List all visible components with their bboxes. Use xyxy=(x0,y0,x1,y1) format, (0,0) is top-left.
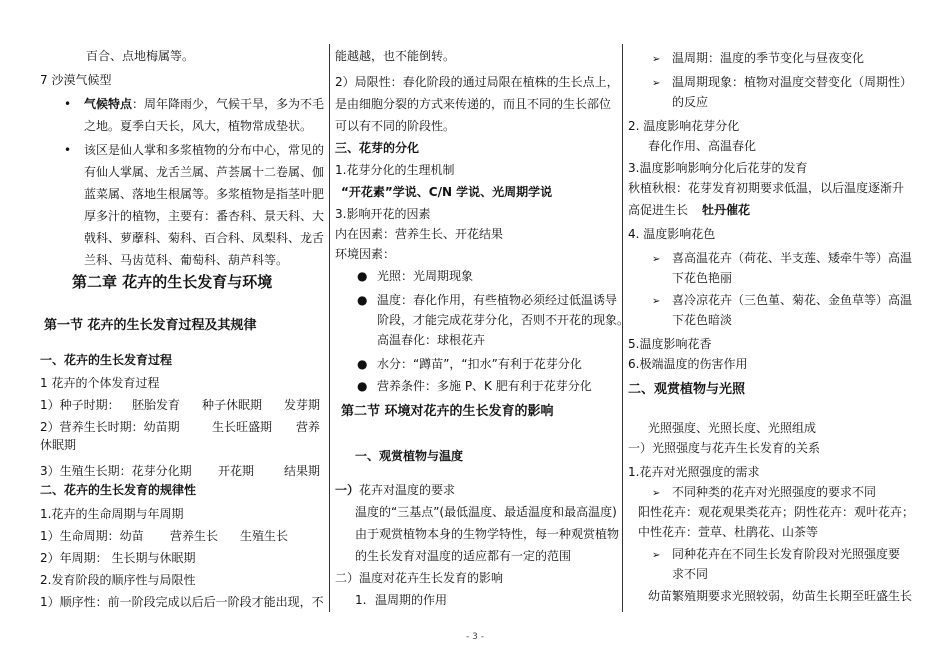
text-span: 发芽期 xyxy=(284,398,321,412)
text-line: 3.温度影响影响分化后花芽的发育 xyxy=(628,161,808,175)
text-line: 2. 温度影响花芽分化 xyxy=(628,119,740,133)
arrow-bullet-icon: ➢ xyxy=(652,78,661,89)
text-line xyxy=(628,200,913,220)
text-line: 环境因素： xyxy=(335,247,396,261)
text-line: “开花素”学说、C/N 学说、光周期学说 xyxy=(341,185,553,199)
disc-bullet-icon: ● xyxy=(357,357,368,371)
text-line: 1 花卉的个体发育过程 xyxy=(40,376,160,390)
text-span: 生殖生长 xyxy=(240,529,289,543)
arrow-bullet-icon: ➢ xyxy=(652,550,661,561)
text-span: 花卉对温度的要求 xyxy=(359,483,456,497)
text-span: 1）种子时期： xyxy=(40,398,120,412)
text-line: 由于观赏植物本身的生物学特性，每一种观赏植物 xyxy=(355,527,620,541)
text-line: 兰科、马齿苋科、葡萄科、葫芦科等。 xyxy=(84,253,289,267)
heading: 二、观赏植物与光照 xyxy=(628,382,746,397)
text-line: 温度：春化作用，有些植物必须经过低温诱导 xyxy=(377,293,618,307)
text-line: 该区是仙人掌和多浆植物的分布中心，常见的 xyxy=(84,143,325,157)
text-line: 营养条件：多施 P、K 肥有利于花芽分化 xyxy=(377,379,592,393)
text-span: 胚胎发育 xyxy=(132,398,181,412)
disc-bullet-icon: ● xyxy=(357,379,368,393)
column-divider-1 xyxy=(329,44,330,612)
text-line xyxy=(40,526,324,546)
text-line: 可以有不同的阶段性。 xyxy=(335,119,456,133)
text-span: 营养 xyxy=(296,420,321,434)
section-title: 第二节 环境对花卉的生长发育的影响 xyxy=(341,404,554,419)
text-line: 光照：光周期现象 xyxy=(377,269,474,283)
text-span: 3）生殖生长期：花芽分化期 xyxy=(40,464,192,478)
text-line: 3.影响开花的因素 xyxy=(335,207,431,221)
text-line: 戟科、萝藦科、菊科、百合科、凤梨科、龙舌 xyxy=(84,231,325,245)
text-line: 温周期现象：植物对温度交替变化（周期性） xyxy=(672,75,913,89)
text-span: 高促进生长 xyxy=(628,203,689,217)
text-line: 百合、点地梅属等。 xyxy=(86,49,195,63)
text-line: 2）局限性：春化阶段的通过局限在植株的生长点上， xyxy=(335,75,619,89)
disc-bullet-icon: ● xyxy=(357,293,368,307)
text-span: 开花期 xyxy=(218,464,255,478)
text-span: 生长旺盛期 xyxy=(212,420,273,434)
bullet-icon: • xyxy=(64,97,72,111)
text-span: 1）生命周期：幼苗 xyxy=(40,529,144,543)
text-line: 不同种类的花卉对光照强度的要求不同 xyxy=(672,485,877,499)
bullet-icon: • xyxy=(64,143,72,157)
text-line: 的反应 xyxy=(672,95,709,109)
text-span: 结果期 xyxy=(284,464,321,478)
text-line: 2.发育阶段的顺序性与局限性 xyxy=(40,573,196,587)
text-line: 1.花卉的生命周期与年周期 xyxy=(40,507,184,521)
text-span: 一） xyxy=(335,483,360,497)
text-line: 高温春化：球根花卉 xyxy=(377,333,486,347)
term: 气候特点 xyxy=(84,97,133,111)
heading: 三、花芽的分化 xyxy=(335,141,420,155)
text-line: 同种花卉在不同生长发育阶段对光照强度要 xyxy=(672,547,901,561)
heading: 一、观赏植物与温度 xyxy=(355,449,464,463)
text-line: 下花色暗淡 xyxy=(672,313,733,327)
text-line: 能越越，也不能倒转。 xyxy=(335,49,456,63)
arrow-bullet-icon: ➢ xyxy=(652,254,661,265)
text-line: 二）温度对花卉生长发育的影响 xyxy=(335,571,504,585)
arrow-bullet-icon: ➢ xyxy=(652,488,661,499)
text-span: 2）营养生长时期：幼苗期 xyxy=(40,420,180,434)
text-line: 水分：“蹲苗”，“扣水”有利于花芽分化 xyxy=(377,357,582,371)
text-line xyxy=(84,94,324,114)
text-line: 2）年周期： 生长期与休眠期 xyxy=(40,551,196,565)
text-span: 温周期的作用 xyxy=(375,593,448,607)
text-line xyxy=(355,590,618,610)
text-line: 阶段，才能完成花芽分化，否则不开花的现象。 xyxy=(377,313,630,327)
heading: 二、花卉的生长发育的规律性 xyxy=(40,483,197,497)
text-span: ：周年降雨少，气候干旱，多为不毛 xyxy=(132,97,325,111)
list-number: 1. xyxy=(355,593,367,607)
text-line: 6.极端温度的伤害作用 xyxy=(628,357,748,371)
heading: 一、花卉的生长发育过程 xyxy=(40,353,173,367)
text-span: 营养生长 xyxy=(170,529,219,543)
text-line: 的生长发育对温度的适应都有一定的范围 xyxy=(355,549,572,563)
column-divider-2 xyxy=(622,44,623,612)
disc-bullet-icon: ● xyxy=(357,269,368,283)
text-line: 蓝菜属、落地生根属等。多浆植物是指茎叶肥 xyxy=(84,187,325,201)
text-line: 春化作用、高温春化 xyxy=(648,139,757,153)
page-number: - 3 - xyxy=(466,632,484,642)
text-line: 1.花卉对光照强度的需求 xyxy=(628,465,760,479)
text-line xyxy=(40,395,324,415)
text-line: 喜高温花卉（荷花、半支莲、矮牵牛等）高温 xyxy=(672,251,913,265)
text-line: 是由细胞分裂的方式来传递的，而且不同的生长部位 xyxy=(335,97,612,111)
text-line: 温周期：温度的季节变化与昼夜变化 xyxy=(672,51,865,65)
text-line: 喜冷凉花卉（三色堇、菊花、金鱼草等）高温 xyxy=(672,293,913,307)
arrow-bullet-icon: ➢ xyxy=(652,296,661,307)
text-line: 7 沙漠气候型 xyxy=(40,73,112,87)
text-line: 秋植秋根：花芽发育初期要求低温，以后温度逐渐升 xyxy=(628,181,905,195)
text-line xyxy=(40,461,324,481)
text-line: 之地。夏季白天长，风大，植物常成垫状。 xyxy=(84,119,313,133)
text-line xyxy=(335,480,618,500)
text-line: 1）顺序性：前一阶段完成以后后一阶段才能出现，不 xyxy=(40,595,324,609)
text-line: 有仙人掌属、龙舌兰属、芦荟属十二卷属、伽 xyxy=(84,165,325,179)
text-line: 厚多汁的植物，主要有：番杏科、景天科、大 xyxy=(84,209,325,223)
text-line: 阳性花卉：观花观果类花卉；阴性花卉：观叶花卉； xyxy=(638,505,915,519)
text-line: 下花色艳丽 xyxy=(672,271,733,285)
text-line: 温度的“三基点”(最低温度、最适温度和最高温度) xyxy=(355,505,617,519)
text-line: 休眠期 xyxy=(40,438,77,452)
section-title: 第一节 花卉的生长发育过程及其规律 xyxy=(44,318,257,333)
text-line: 1.花芽分化的生理机制 xyxy=(335,163,455,177)
chapter-title: 第二章 花卉的生长发育与环境 xyxy=(72,273,273,291)
text-line: 中性花卉：萱草、杜鹃花、山茶等 xyxy=(638,525,819,539)
text-line: 幼苗繁殖期要求光照较弱，幼苗生长期至旺盛生长 xyxy=(648,589,913,603)
arrow-bullet-icon: ➢ xyxy=(652,54,661,65)
text-line: 求不同 xyxy=(672,567,709,581)
text-span: 种子休眠期 xyxy=(202,398,263,412)
text-span: 牡丹催花 xyxy=(702,203,751,217)
text-line xyxy=(40,417,324,437)
text-line: 内在因素：营养生长、开花结果 xyxy=(335,227,504,241)
text-line: 4. 温度影响花色 xyxy=(628,227,716,241)
text-line: 光照强度、光照长度、光照组成 xyxy=(648,421,817,435)
text-line: 5.温度影响花香 xyxy=(628,337,712,351)
text-line: 一）光照强度与花卉生长发育的关系 xyxy=(628,441,821,455)
